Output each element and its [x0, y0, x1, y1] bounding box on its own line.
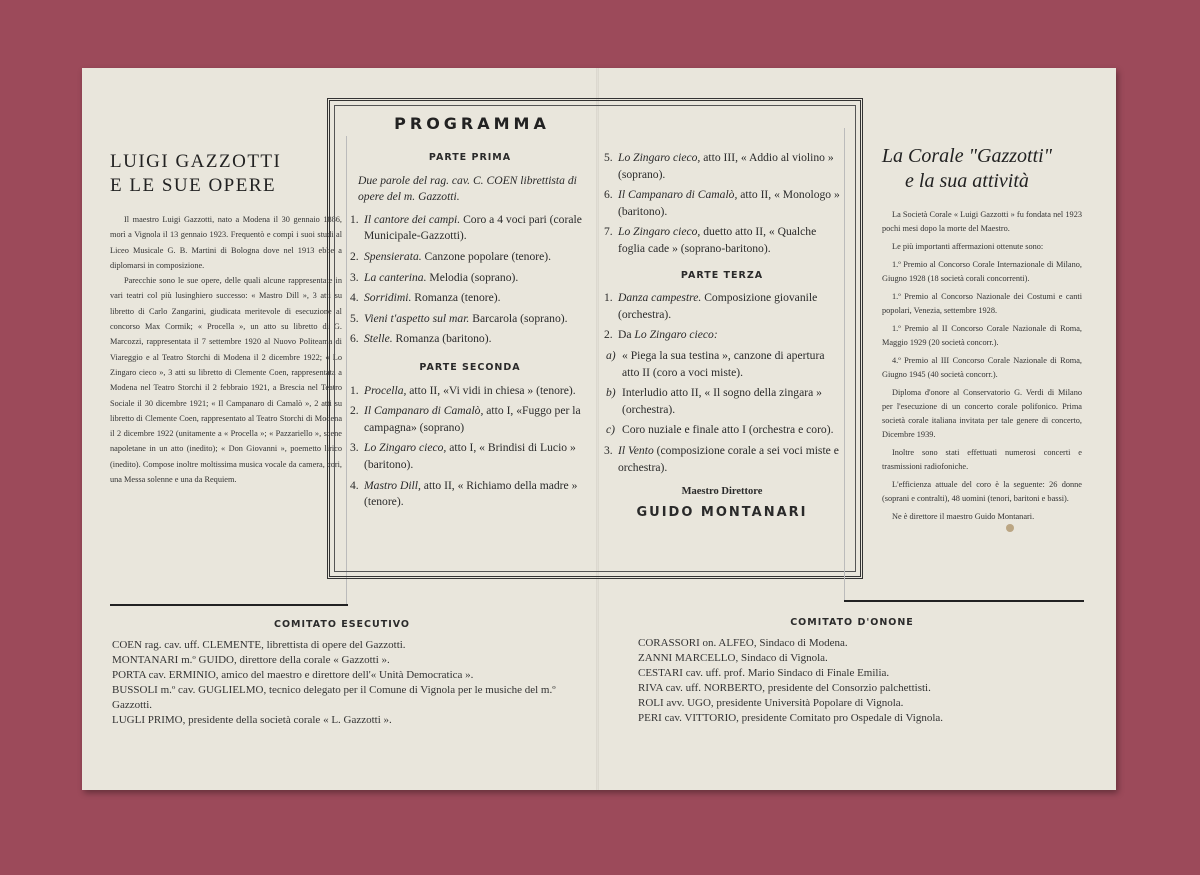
item-title: La canterina.	[364, 270, 427, 284]
program-sheet	[82, 68, 1116, 790]
item-desc: atto III, « Addio al violino » (soprano).	[618, 151, 834, 181]
committee-member: CORASSORI on. ALFEO, Sindaco di Modena.	[638, 637, 848, 649]
committee-member: LUGLI PRIMO, presidente della società corale « L. Gazzotti ».	[112, 714, 392, 726]
program-title: PROGRAMMA	[394, 114, 550, 133]
item-title: Spensierata.	[364, 249, 422, 263]
item-title: Vieni t'aspetto sul mar.	[364, 311, 470, 325]
comitato-esecutivo-heading: COMITATO ESECUTIVO	[273, 619, 411, 630]
left-biography	[110, 212, 342, 487]
committee-member: ZANNI MARCELLO, Sindaco di Vignola.	[638, 652, 828, 664]
program-item	[350, 331, 590, 348]
comitato-esecutivo-list	[112, 638, 562, 728]
item-number: 4.	[350, 291, 359, 305]
right-title	[852, 144, 1082, 194]
item-title: Sorridimi.	[364, 291, 412, 305]
activity-paragraph: Inoltre sono stati effettuati numerosi concerti e trasmissioni radiofoniche.	[882, 448, 1082, 471]
item-lead: Da	[618, 328, 635, 342]
left-title	[110, 150, 340, 198]
activity-paragraph: 4.º Premio al III Concorso Corale Nazionale di Roma, Giugno 1945 (40 società concorr.).	[882, 356, 1082, 379]
parte-prima-intro: Due parole del rag. cav. C. COEN librettista di opere del m. Gazzotti.	[358, 173, 577, 204]
activity-paragraph: 1.º Premio al II Concorso Corale Nazionale di Roma, Maggio 1929 (20 società concorr.).	[882, 324, 1082, 347]
committee-member: BUSSOLI m.º cav. GUGLIELMO, tecnico delegato per il Comune di Vignola per le musiche del m.º Gazzotti.	[112, 684, 556, 711]
item-desc: atto II, « Monologo » (baritono).	[618, 188, 840, 218]
item-desc: Coro a 4 voci pari (corale Municipale-Gazzotti).	[364, 212, 582, 243]
item-number: 5.	[350, 311, 359, 325]
committee-member: PERI cav. VITTORIO, presidente Comitato pro Ospedale di Vignola.	[638, 712, 944, 724]
committee-member: RIVA cav. uff. NORBERTO, presidente del Consorzio palchettisti.	[638, 682, 931, 694]
program-column-right	[604, 150, 840, 521]
program-item	[350, 290, 590, 307]
committee-member: COEN rag. cav. uff. CLEMENTE, librettista di opere del Gazzotti.	[112, 639, 406, 651]
item-title: Mastro Dill,	[364, 478, 421, 492]
item-desc: Composizione giovanile (orchestra).	[618, 291, 818, 321]
program-item	[604, 150, 840, 183]
subitem-letter: b)	[606, 386, 616, 400]
item-desc: Barcarola (soprano).	[469, 311, 568, 325]
program-subitem	[604, 385, 840, 418]
item-number: 4.	[350, 478, 359, 492]
activity-paragraph: 1.º Premio al Concorso Corale Internazionale di Milano, Giugno 1928 (18 società corali concorrenti).	[882, 260, 1082, 283]
committee-member: CESTARI cav. uff. prof. Mario Sindaco di Finale Emilia.	[638, 667, 890, 679]
subitem-text: Interludio atto II, « Il sogno della zingara » (orchestra).	[622, 386, 822, 416]
program-column-left	[350, 150, 590, 515]
program-item	[350, 212, 590, 245]
item-number: 3.	[604, 443, 613, 457]
item-desc: atto I, « Brindisi di Lucio » (baritono).	[364, 441, 576, 471]
item-desc: Romanza (baritono).	[392, 332, 492, 346]
program-item	[604, 290, 840, 323]
item-title: Lo Zingaro cieco,	[618, 151, 701, 164]
program-item	[604, 327, 840, 344]
activity-paragraph: La Società Corale « Luigi Gazzotti » fu fondata nel 1923 pochi mesi dopo la morte del Maestro.	[882, 210, 1082, 233]
program-item	[350, 249, 590, 266]
parte-prima-heading: PARTE PRIMA	[428, 152, 512, 163]
program-item	[350, 270, 590, 287]
activity-paragraph: Ne è direttore il maestro Guido Montanari.	[892, 512, 1035, 521]
item-title: Procella,	[364, 383, 407, 397]
item-number: 3.	[350, 270, 359, 284]
activity-paragraph: 1.º Premio al Concorso Nazionale dei Costumi e canti popolari, Venezia, settembre 1928.	[882, 292, 1082, 315]
maestro-name: GUIDO MONTANARI	[636, 504, 808, 520]
maestro-label: Maestro Direttore	[681, 486, 763, 498]
committee-member: MONTANARI m.º GUIDO, direttore della corale « Gazzotti ».	[112, 654, 390, 666]
bio-paragraph: Il maestro Luigi Gazzotti, nato a Modena il 30 gennaio 1886, morì a Vignola il 13 gennaio 1923. Frequentò e compì i suoi studi al Liceo Musicale G. B. Martini di Bologna dove nel 1913 ebbe a diplomarsi in composizione.	[110, 215, 342, 270]
item-title: Danza campestre.	[618, 291, 702, 305]
committee-member: PORTA cav. ERMINIO, amico del maestro e direttore dell'« Unità Democratica ».	[112, 669, 474, 681]
left-divider	[110, 604, 348, 606]
item-title: Lo Zingaro cieco,	[364, 441, 447, 455]
item-desc: (composizione corale a sei voci miste e orchestra).	[618, 443, 839, 474]
parte-terza-heading: PARTE TERZA	[680, 269, 764, 281]
right-title-line2: e la sua attività	[905, 170, 1029, 192]
subitem-letter: a)	[606, 348, 616, 362]
subitem-text: Coro nuziale e finale atto I (orchestra e coro).	[622, 423, 834, 437]
left-title-line2: E LE SUE OPERE	[110, 175, 277, 196]
item-number: 5.	[604, 151, 613, 164]
committee-member: ROLI avv. UGO, presidente Università Popolare di Vignola.	[638, 697, 904, 709]
right-divider	[844, 600, 1084, 602]
program-item	[604, 187, 840, 220]
activity-paragraph: Diploma d'onore al Conservatorio G. Verdi di Milano per l'esecuzione di un concerto corale polifonico. Prima società corale italiana invitata per tale genere di concerto, Dicembre 1939.	[882, 388, 1082, 439]
program-item	[350, 440, 590, 473]
comitato-onore-list	[638, 636, 1078, 726]
subitem-text: « Piega la sua testina », canzone di apertura atto II (coro a voci miste).	[622, 348, 825, 379]
item-number: 6.	[604, 188, 613, 202]
item-desc: Melodia (soprano).	[426, 270, 519, 284]
program-item	[604, 443, 840, 476]
activity-paragraph: L'efficienza attuale del coro è la seguente: 26 donne (soprani e contralti), 48 uomini (tenori, baritoni e bassi).	[882, 480, 1082, 503]
program-subitem	[604, 422, 840, 439]
program-item	[350, 383, 590, 400]
item-title: Il Vento	[618, 443, 654, 457]
item-number: 1.	[604, 291, 613, 305]
item-number: 1.	[350, 383, 359, 397]
item-number: 6.	[350, 332, 359, 346]
item-number: 7.	[604, 225, 613, 239]
parte-seconda-heading: PARTE SECONDA	[419, 361, 521, 373]
left-title-line1: LUIGI GAZZOTTI	[110, 151, 282, 172]
item-desc: Romanza (tenore).	[411, 291, 501, 305]
bio-paragraph: Parecchie sono le sue opere, delle quali alcune rappresentate in vari teatri col più lusinghiero successo: « Mastro Dill », 3 atti su libretto di Carlo Zangarini, giudicata meritevole di esecuzione al concorso Max Cormik; « Procella », un atto su libretto di G. Marcozzi, rappresentata il 7 settembre 1920 al Nuovo Politeama di Viareggio e al Teatro Storchi di Modena il 2 dicembre 1922; « Lo Zingaro cieco », 3 atti su libretto di Clemente Coen, rappresentata a Modena nel Teatro Storchi il 2 febbraio 1921, a Brescia nel Teatro Sociale il 30 dicembre 1921; « Il Campanaro di Camalò », 2 atti su libretto di Clemente Coen, rappresentato al Teatro Storchi di Modena il 2 dicembre 1922 (unitamente a « Procella »; « Pazzariello », scene napoletane in un atto (inedito); « Don Giovanni », poemetto lirico (inedito). Compose inoltre moltissima musica vocale da camera, cori, una Messa solenne e una da Requiem.	[110, 276, 342, 485]
item-desc: duetto atto II, « Qualche foglia cade » (soprano-baritono).	[618, 225, 817, 255]
comitato-onore-heading: COMITATO D'ONONE	[790, 617, 914, 628]
right-title-line1: La Corale "Gazzotti"	[881, 145, 1053, 167]
item-number: 3.	[350, 441, 359, 455]
item-desc: atto II, «Vi vidi in chiesa » (tenore).	[406, 383, 576, 397]
item-number: 1.	[350, 212, 359, 226]
right-activity-text	[882, 208, 1082, 524]
item-desc: atto II, « Richiamo della madre » (tenore).	[364, 478, 578, 509]
activity-paragraph: Le più importanti affermazioni ottenute sono:	[892, 242, 1044, 251]
item-number: 2.	[604, 328, 613, 342]
item-title: Lo Zingaro cieco:	[634, 328, 718, 342]
subitem-letter: c)	[606, 423, 616, 437]
program-subitem	[604, 348, 840, 381]
item-desc: atto I, «Fuggo per la campagna» (soprano)	[364, 404, 581, 434]
item-title: Stelle.	[364, 332, 393, 346]
program-item	[350, 403, 590, 436]
item-number: 2.	[350, 249, 359, 263]
paper-stain	[1006, 524, 1014, 532]
item-title: Lo Zingaro cieco,	[618, 225, 701, 239]
item-desc: Canzone popolare (tenore).	[421, 249, 552, 263]
item-title: Il cantore dei campi.	[364, 212, 461, 226]
item-title: Il Campanaro di Camalò,	[618, 188, 738, 202]
program-item	[350, 478, 590, 511]
item-title: Il Campanaro di Camalò,	[364, 404, 484, 418]
program-item	[604, 224, 840, 257]
item-number: 2.	[350, 404, 359, 418]
program-item	[350, 311, 590, 328]
